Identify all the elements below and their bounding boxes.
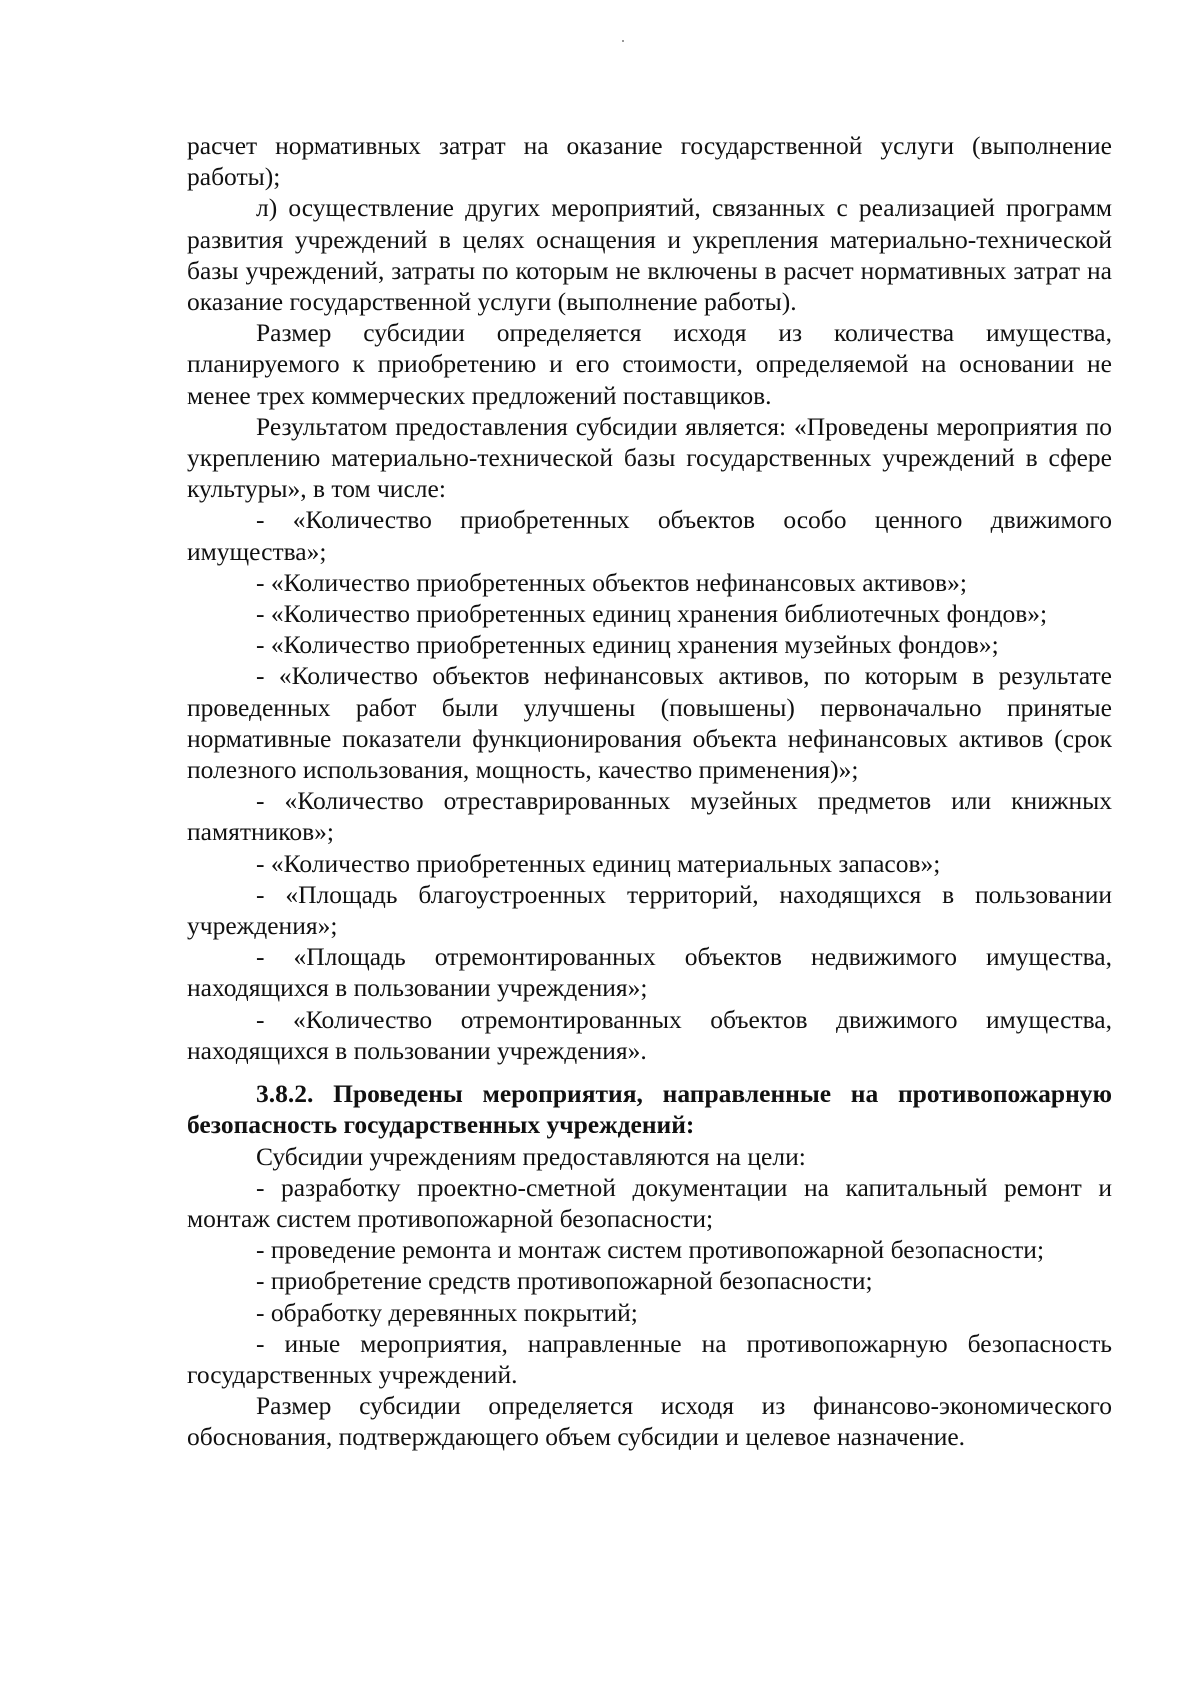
- paragraph: л) осуществление других мероприятий, связанных с реализацией программ развития учреждений в целях оснащения и укрепления материально-технической базы учреждений, затраты по которым не включены в расчет нормативных затрат на оказание государственной услуги (выполнение работы).: [187, 193, 1112, 317]
- paragraph: Субсидии учреждениям предоставляются на цели:: [256, 1141, 806, 1171]
- paragraph: расчет нормативных затрат на оказание государственной услуги (выполнение работы);: [187, 131, 1112, 192]
- paragraph: Результатом предоставления субсидии является: «Проведены мероприятия по укреплению материально-технической базы государственных учреждений в сфере культуры», в том числе:: [187, 411, 1112, 504]
- list-item: - «Количество приобретенных единиц хранения музейных фондов»;: [256, 630, 999, 660]
- list-item: - «Количество приобретенных объектов особо ценного движимого имущества»;: [187, 505, 1112, 566]
- list-item: - «Количество приобретенных единиц материальных запасов»;: [256, 848, 941, 878]
- list-item: - «Площадь отремонтированных объектов недвижимого имущества, находящихся в пользовании учреждения»;: [187, 942, 1112, 1003]
- list-item: - иные мероприятия, направленные на противопожарную безопасность государственных учреждений.: [187, 1328, 1112, 1389]
- list-item: - обработку деревянных покрытий;: [256, 1297, 638, 1327]
- paragraph: Размер субсидии определяется исходя из количества имущества, планируемого к приобретению и его стоимости, определяемой на основании не менее трех коммерческих предложений поставщиков.: [187, 318, 1112, 410]
- list-item: - приобретение средств противопожарной безопасности;: [256, 1266, 873, 1296]
- list-item: - «Количество отреставрированных музейных предметов или книжных памятников»;: [187, 786, 1112, 847]
- list-item: - «Количество отремонтированных объектов движимого имущества, находящихся в пользовании учреждения».: [187, 1004, 1112, 1065]
- list-item: - разработку проектно-сметной документации на капитальный ремонт и монтаж систем противопожарной безопасности;: [187, 1172, 1112, 1233]
- paragraph: Размер субсидии определяется исходя из финансово-экономического обоснования, подтверждающего объем субсидии и целевое назначение.: [187, 1391, 1112, 1452]
- list-item: - «Площадь благоустроенных территорий, находящихся в пользовании учреждения»;: [187, 879, 1112, 941]
- list-item: - «Количество объектов нефинансовых активов, по которым в результате проведенных работ были улучшены (повышены) первоначально принятые нормативные показатели функционирования объекта нефинансовых активов (срок полезного использования, мощность, качество применения)»;: [187, 661, 1112, 785]
- list-item: - проведение ремонта и монтаж систем противопожарной безопасности;: [256, 1235, 1045, 1265]
- list-item: - «Количество приобретенных единиц хранения библиотечных фондов»;: [256, 599, 1048, 629]
- list-item: - «Количество приобретенных объектов нефинансовых активов»;: [256, 567, 967, 597]
- scan-mark: [622, 40, 624, 42]
- document-body: [187, 130, 1112, 1453]
- section-heading: 3.8.2. Проведены мероприятия, направленные на противопожарную безопасность государственных учреждений:: [187, 1079, 1112, 1140]
